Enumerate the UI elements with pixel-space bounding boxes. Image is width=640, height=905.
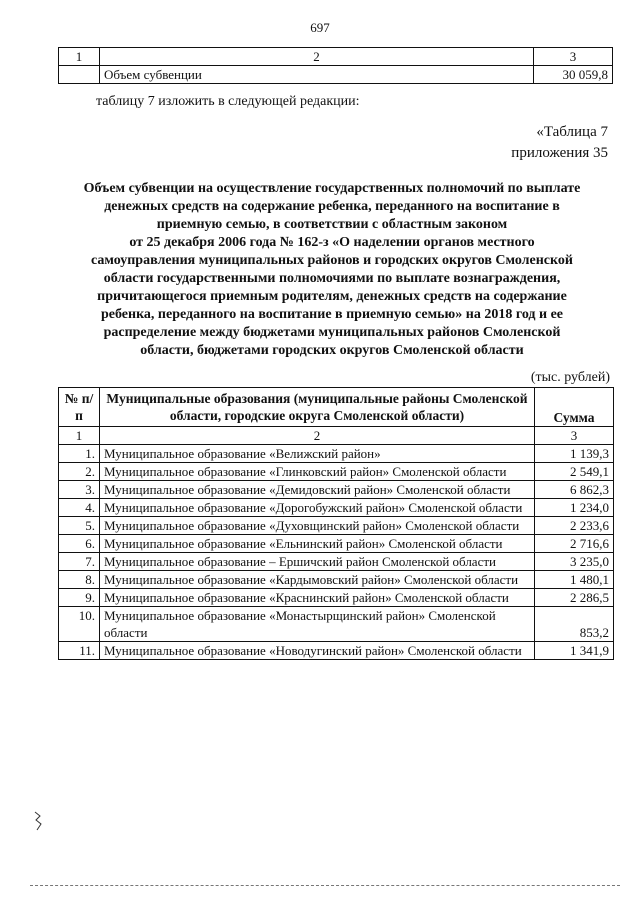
units-label: (тыс. рублей) (530, 370, 610, 385)
row-municipality: Муниципальное образование – Ершичский район Смоленской области (100, 553, 535, 571)
title-line: приемную семью, в соответствии с областным законом (156, 217, 508, 232)
row-sum: 2 716,6 (535, 535, 614, 553)
title-line: Объем субвенции на осуществление государственных полномочий по выплате (83, 181, 581, 196)
row-number: 11. (59, 642, 100, 660)
row-sum: 1 341,9 (535, 642, 614, 660)
table-row (59, 66, 613, 84)
row-number: 7. (59, 553, 100, 571)
pen-mark-icon (33, 810, 43, 832)
title-line: денежных средств на содержание ребенка, переданного на воспитание в (104, 199, 560, 214)
title-line: области государственными полномочиями по выплате вознаграждения, (103, 271, 561, 286)
column-index: 1 (59, 48, 100, 66)
row-municipality: Муниципальное образование «Глинковский район» Смоленской области (100, 463, 535, 481)
row-label: Объем субвенции (100, 66, 534, 84)
row-sum: 2 286,5 (535, 589, 614, 607)
row-number: 3. (59, 481, 100, 499)
row-sum: 2 549,1 (535, 463, 614, 481)
table-row (59, 481, 614, 499)
row-sum: 6 862,3 (535, 481, 614, 499)
table-row (59, 517, 614, 535)
row-value: 30 059,8 (534, 66, 613, 84)
column-index: 2 (100, 427, 535, 445)
title-line: причитающегося приемным родителям, денежных средств на содержание (97, 289, 567, 304)
row-number: 5. (59, 517, 100, 535)
row-number: 10. (59, 607, 100, 642)
row-number: 9. (59, 589, 100, 607)
row-municipality: Муниципальное образование «Кардымовский район» Смоленской области (100, 571, 535, 589)
title-line: ребенка, переданного на воспитание в приемную семью» на 2018 год и ее (100, 307, 564, 322)
row-sum: 853,2 (535, 607, 614, 642)
instruction-text: таблицу 7 изложить в следующей редакции: (96, 94, 360, 109)
row-municipality: Муниципальное образование «Новодугинский район» Смоленской области (100, 642, 535, 660)
row-number: 4. (59, 499, 100, 517)
table-heading-line: «Таблица 7 (536, 124, 608, 140)
table-row (59, 589, 614, 607)
row-number: 2. (59, 463, 100, 481)
index-row (59, 427, 614, 445)
row-municipality: Муниципальное образование «Духовщинский район» Смоленской области (100, 517, 535, 535)
column-index: 3 (535, 427, 614, 445)
row-number: 1. (59, 445, 100, 463)
row-municipality: Муниципальное образование «Монастырщинский район» Смоленской области (100, 607, 535, 642)
table-header-row (59, 388, 614, 427)
subvention-table (58, 387, 614, 660)
document-title (62, 180, 602, 360)
row-municipality: Муниципальное образование «Краснинский район» Смоленской области (100, 589, 535, 607)
title-line: самоуправления муниципальных районов и городских округов Смоленской (91, 253, 573, 268)
previous-table-fragment (58, 47, 613, 84)
title-line: области, бюджетами городских округов Смоленской области (140, 343, 524, 358)
row-municipality: Муниципальное образование «Ельнинский район» Смоленской области (100, 535, 535, 553)
column-index: 2 (100, 48, 534, 66)
table-row (59, 642, 614, 660)
page-number: 697 (310, 20, 330, 35)
title-line: распределение между бюджетами муниципальных районов Смоленской (103, 325, 561, 340)
column-index: 1 (59, 427, 100, 445)
table-row (59, 445, 614, 463)
header-num: № п/п (59, 388, 100, 427)
table-row (59, 499, 614, 517)
column-index: 3 (534, 48, 613, 66)
row-sum: 1 139,3 (535, 445, 614, 463)
row-number: 8. (59, 571, 100, 589)
page-bottom-rule (30, 885, 620, 886)
row-municipality: Муниципальное образование «Демидовский район» Смоленской области (100, 481, 535, 499)
table-heading-line: приложения 35 (511, 145, 608, 161)
row-sum: 2 233,6 (535, 517, 614, 535)
empty-cell (59, 66, 100, 84)
header-sum: Сумма (535, 388, 614, 427)
row-municipality: Муниципальное образование «Дорогобужский район» Смоленской области (100, 499, 535, 517)
table-header-row (59, 48, 613, 66)
table-heading (511, 122, 608, 164)
table-row (59, 553, 614, 571)
title-line: от 25 декабря 2006 года № 162-з «О наделении органов местного (129, 235, 535, 250)
row-sum: 1 234,0 (535, 499, 614, 517)
table-row (59, 535, 614, 553)
table-row (59, 571, 614, 589)
table-row (59, 607, 614, 642)
header-name: Муниципальные образования (муниципальные районы Смоленской области, городские округа Смоленской области) (100, 388, 535, 427)
row-sum: 3 235,0 (535, 553, 614, 571)
row-sum: 1 480,1 (535, 571, 614, 589)
row-municipality: Муниципальное образование «Велижский район» (100, 445, 535, 463)
row-number: 6. (59, 535, 100, 553)
table-row (59, 463, 614, 481)
